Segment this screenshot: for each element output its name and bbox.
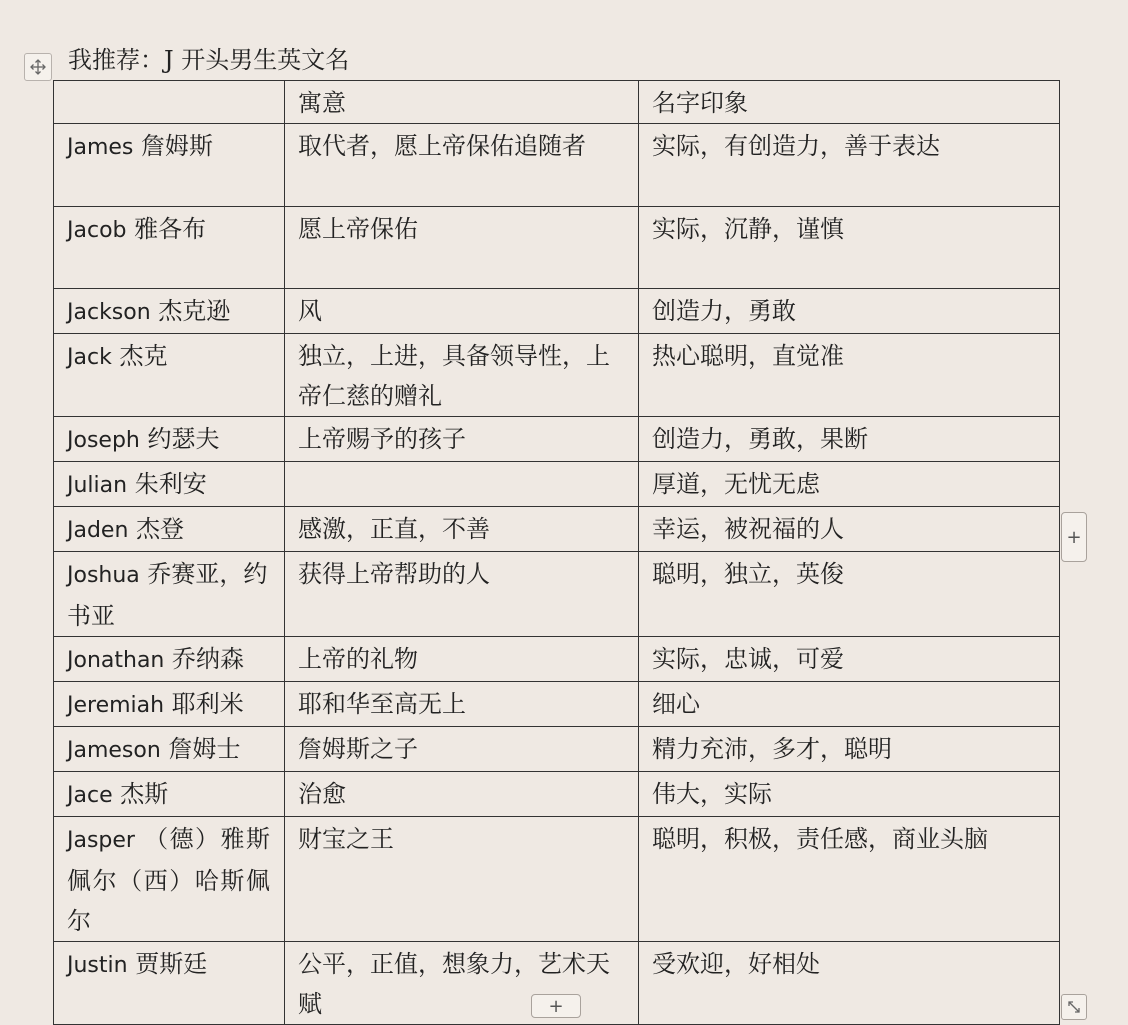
english-name: Joshua xyxy=(67,563,140,588)
table-row xyxy=(54,507,1060,552)
meaning-cell[interactable]: 独立，上进，具备领导性，上帝仁慈的赠礼 xyxy=(285,334,639,417)
english-name: James xyxy=(67,135,134,160)
header-cell-impression[interactable]: 名字印象 xyxy=(639,81,1060,124)
add-row-button[interactable]: + xyxy=(531,994,581,1018)
name-cell[interactable] xyxy=(54,507,285,552)
name-cell[interactable] xyxy=(54,207,285,289)
table-row xyxy=(54,637,1060,682)
meaning-cell[interactable]: 上帝赐予的孩子 xyxy=(285,417,639,462)
impression-cell[interactable]: 创造力，勇敢 xyxy=(639,289,1060,334)
meaning-cell[interactable]: 获得上帝帮助的人 xyxy=(285,552,639,637)
table-move-handle[interactable] xyxy=(24,53,52,81)
meaning-cell[interactable]: 感激，正直，不善 xyxy=(285,507,639,552)
impression-cell[interactable]: 精力充沛，多才，聪明 xyxy=(639,727,1060,772)
chinese-name: 杰登 xyxy=(136,515,185,543)
english-name: Justin xyxy=(67,953,128,978)
resize-icon xyxy=(1066,999,1082,1015)
impression-cell[interactable]: 实际，忠诚，可爱 xyxy=(639,637,1060,682)
english-name: Jack xyxy=(67,345,112,370)
impression-cell[interactable]: 创造力，勇敢，果断 xyxy=(639,417,1060,462)
impression-cell[interactable]: 幸运，被祝福的人 xyxy=(639,507,1060,552)
impression-cell[interactable]: 热心聪明，直觉准 xyxy=(639,334,1060,417)
add-column-button[interactable]: + xyxy=(1061,512,1087,562)
english-name: Jeremiah xyxy=(67,693,165,718)
chinese-name: 杰克逊 xyxy=(158,297,231,325)
name-cell[interactable] xyxy=(54,462,285,507)
meaning-cell[interactable]: 耶和华至高无上 xyxy=(285,682,639,727)
name-cell[interactable] xyxy=(54,942,285,1025)
chinese-name: 乔纳森 xyxy=(172,645,245,673)
table-row xyxy=(54,682,1060,727)
impression-cell[interactable]: 实际，沉静，谨慎 xyxy=(639,207,1060,289)
meaning-cell[interactable]: 公平，正值，想象力，艺术天赋 xyxy=(285,942,639,1025)
table-row xyxy=(54,552,1060,637)
chinese-name: 杰斯 xyxy=(120,780,169,808)
english-name: Jasper xyxy=(67,828,135,853)
table-row xyxy=(54,417,1060,462)
english-name: Joseph xyxy=(67,428,140,453)
impression-cell[interactable]: 聪明，独立，英俊 xyxy=(639,552,1060,637)
table-row xyxy=(54,207,1060,289)
name-cell[interactable] xyxy=(54,682,285,727)
meaning-cell[interactable]: 上帝的礼物 xyxy=(285,637,639,682)
english-name: Jonathan xyxy=(67,648,165,673)
impression-cell[interactable]: 受欢迎，好相处 xyxy=(639,942,1060,1025)
name-cell[interactable] xyxy=(54,637,285,682)
meaning-cell[interactable]: 治愈 xyxy=(285,772,639,817)
meaning-cell[interactable] xyxy=(285,462,639,507)
chinese-name: 雅各布 xyxy=(134,215,207,243)
english-name: Jameson xyxy=(67,738,161,763)
header-row xyxy=(54,81,1060,124)
chinese-name: 詹姆士 xyxy=(168,735,241,763)
english-name: Jacob xyxy=(67,218,127,243)
move-icon xyxy=(29,58,47,76)
chinese-name: （德）雅斯佩尔（西）哈斯佩尔 xyxy=(67,825,270,935)
name-cell[interactable] xyxy=(54,817,285,942)
impression-cell[interactable]: 细心 xyxy=(639,682,1060,727)
meaning-cell[interactable]: 愿上帝保佑 xyxy=(285,207,639,289)
table-row xyxy=(54,772,1060,817)
english-name: Jaden xyxy=(67,518,129,543)
table-row xyxy=(54,124,1060,207)
impression-cell[interactable]: 聪明，积极，责任感，商业头脑 xyxy=(639,817,1060,942)
name-cell[interactable] xyxy=(54,417,285,462)
meaning-cell[interactable]: 詹姆斯之子 xyxy=(285,727,639,772)
impression-cell[interactable]: 伟大，实际 xyxy=(639,772,1060,817)
chinese-name: 约瑟夫 xyxy=(147,425,220,453)
table-resize-handle[interactable] xyxy=(1061,994,1087,1020)
impression-cell[interactable]: 实际，有创造力，善于表达 xyxy=(639,124,1060,207)
chinese-name: 詹姆斯 xyxy=(141,132,214,160)
chinese-name: 乔赛亚，约书亚 xyxy=(67,560,268,630)
meaning-cell[interactable]: 风 xyxy=(285,289,639,334)
impression-cell[interactable]: 厚道，无忧无虑 xyxy=(639,462,1060,507)
name-cell[interactable] xyxy=(54,772,285,817)
chinese-name: 贾斯廷 xyxy=(135,950,208,978)
header-cell-meaning[interactable]: 寓意 xyxy=(285,81,639,124)
header-cell-name[interactable] xyxy=(54,81,285,124)
chinese-name: 朱利安 xyxy=(134,470,207,498)
table-row xyxy=(54,289,1060,334)
name-cell[interactable] xyxy=(54,124,285,207)
name-cell[interactable] xyxy=(54,289,285,334)
table-row xyxy=(54,334,1060,417)
table-row xyxy=(54,817,1060,942)
document-title: 我推荐：J 开头男生英文名 xyxy=(68,46,350,74)
name-cell[interactable] xyxy=(54,552,285,637)
english-name: Julian xyxy=(67,473,128,498)
meaning-cell[interactable]: 取代者，愿上帝保佑追随者 xyxy=(285,124,639,207)
english-name: Jackson xyxy=(67,300,151,325)
chinese-name: 杰克 xyxy=(119,342,168,370)
chinese-name: 耶利米 xyxy=(171,690,244,718)
meaning-cell[interactable]: 财宝之王 xyxy=(285,817,639,942)
table-row xyxy=(54,462,1060,507)
name-cell[interactable] xyxy=(54,334,285,417)
english-name: Jace xyxy=(67,783,113,808)
name-cell[interactable] xyxy=(54,727,285,772)
english-names-table xyxy=(53,80,1060,1025)
table-row xyxy=(54,727,1060,772)
